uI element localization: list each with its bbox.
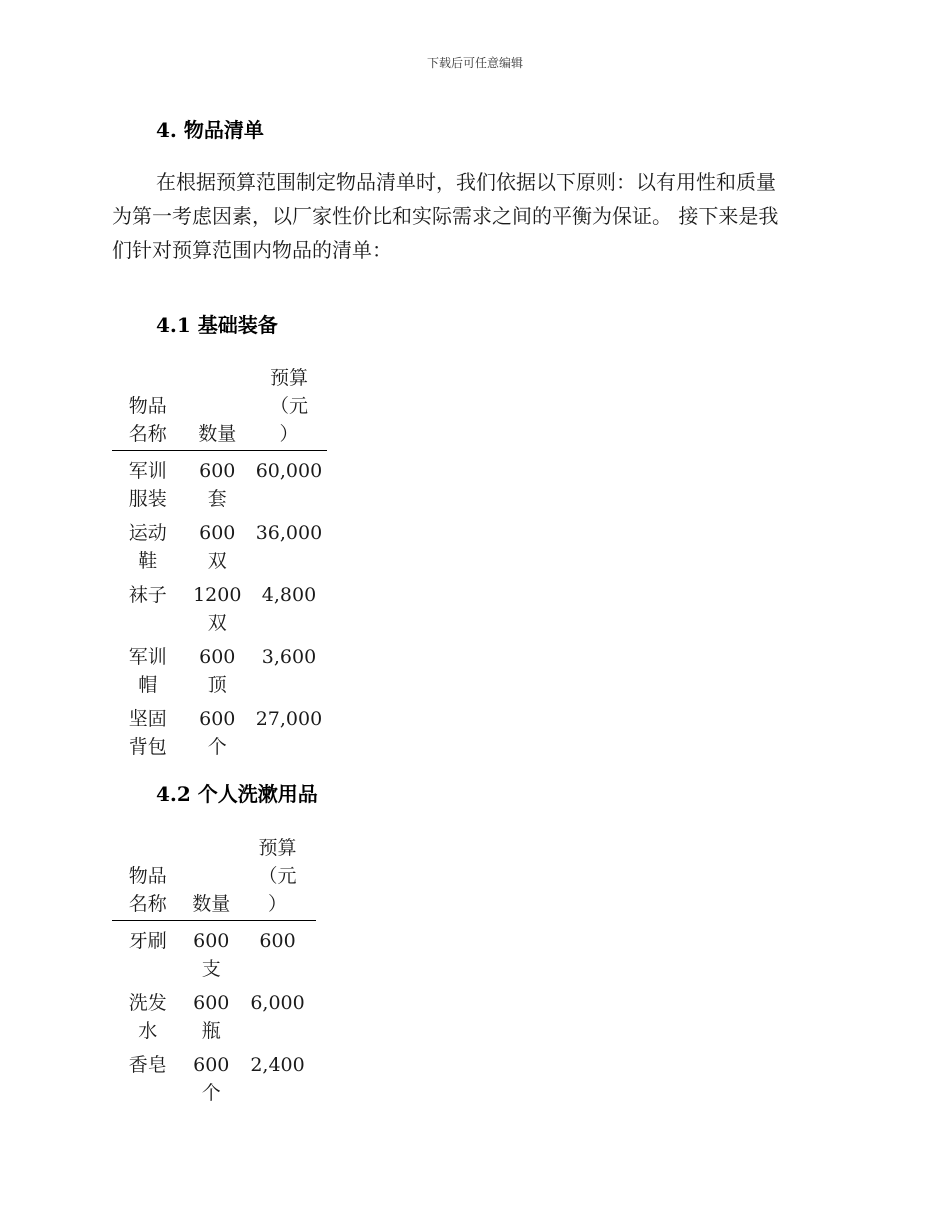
section-4-1-heading: 4.1 基础装备: [156, 313, 278, 337]
table-row: [112, 989, 316, 1045]
section-4-heading: 4. 物品清单: [156, 118, 264, 142]
quantity-cell: [184, 457, 251, 513]
item-name-cell: [112, 1051, 183, 1079]
table-header-row: [112, 834, 316, 921]
quantity-cell: [183, 1051, 239, 1107]
budget-cell-text: 6,000: [250, 992, 305, 1014]
quantity-cell-text: 顶: [207, 674, 227, 696]
basic-equipment-table: [112, 364, 327, 761]
item-name-cell-text: 帽: [138, 674, 158, 696]
quantity-cell-text: 双: [207, 550, 227, 572]
header-item-name-text: 名称: [128, 423, 167, 445]
budget-cell: [251, 519, 327, 547]
quantity-cell-text: 双: [207, 612, 227, 634]
budget-cell: [251, 581, 327, 609]
budget-cell-text: 4,800: [261, 584, 317, 606]
item-name-cell: [112, 457, 184, 513]
quantity-cell: [183, 927, 239, 983]
budget-cell-text: 27,000: [255, 708, 323, 730]
paragraph-line: 们针对预算范围内物品的清单：: [112, 238, 392, 262]
quantity-cell: [184, 643, 251, 699]
quantity-cell: [183, 989, 239, 1045]
quantity-cell-text: 套: [207, 488, 227, 510]
item-name-cell-text: 军训: [128, 646, 167, 668]
item-name-cell-text: 背包: [128, 736, 167, 758]
quantity-cell-text: 瓶: [201, 1020, 221, 1042]
header-budget: [239, 834, 316, 918]
item-name-cell: [112, 581, 184, 609]
table-row: [112, 581, 327, 637]
budget-cell: [239, 927, 316, 955]
header-budget: [251, 364, 327, 448]
budget-cell: [251, 643, 327, 671]
header-budget-text: （元: [269, 395, 308, 417]
item-name-cell-text: 服装: [128, 488, 167, 510]
quantity-cell-text: 600: [193, 1054, 230, 1076]
budget-cell-text: 60,000: [255, 460, 323, 482]
quantity-cell-text: 支: [201, 958, 221, 980]
item-name-cell-text: 运动: [128, 522, 167, 544]
header-budget-text: ）: [279, 423, 299, 445]
item-name-cell: [112, 643, 184, 699]
item-name-cell-text: 牙刷: [128, 930, 167, 952]
budget-cell-text: 2,400: [250, 1054, 305, 1076]
budget-cell: [239, 989, 316, 1017]
header-budget-text: ）: [268, 893, 288, 915]
item-name-cell-text: 袜子: [128, 584, 167, 606]
table-row: [112, 457, 327, 513]
item-name-cell-text: 香皂: [128, 1054, 167, 1076]
quantity-cell-text: 个: [207, 736, 227, 758]
quantity-cell-text: 600: [199, 646, 236, 668]
paragraph-line: 在根据预算范围制定物品清单时，我们依据以下原则：以有用性和质量: [156, 170, 776, 194]
quantity-cell: [184, 581, 251, 637]
quantity-cell-text: 600: [193, 992, 230, 1014]
item-name-cell: [112, 927, 183, 955]
budget-cell: [251, 705, 327, 733]
header-item-name-text: 名称: [128, 893, 167, 915]
header-budget-text: （元: [258, 865, 297, 887]
section-4-paragraph: [112, 165, 842, 267]
header-quantity-text: 数量: [198, 423, 237, 445]
section-4-2-heading: 4.2 个人洗漱用品: [156, 782, 318, 806]
item-name-cell-text: 洗发: [128, 992, 167, 1014]
quantity-cell-text: 600: [193, 930, 230, 952]
quantity-cell-text: 600: [199, 460, 236, 482]
header-budget-text: 预算: [269, 367, 308, 389]
budget-cell-text: 3,600: [261, 646, 317, 668]
header-quantity: [183, 890, 239, 918]
table-row: [112, 705, 327, 761]
item-name-cell: [112, 705, 184, 761]
item-name-cell-text: 水: [138, 1020, 158, 1042]
budget-cell-text: 36,000: [255, 522, 323, 544]
table-row: [112, 643, 327, 699]
header-quantity-text: 数量: [192, 893, 231, 915]
item-name-cell: [112, 519, 184, 575]
quantity-cell-text: 600: [199, 522, 236, 544]
item-name-cell-text: 军训: [128, 460, 167, 482]
quantity-cell-text: 600: [199, 708, 236, 730]
header-item-name-text: 物品: [128, 395, 167, 417]
toiletries-table: [112, 834, 316, 1107]
header-budget-text: 预算: [258, 837, 297, 859]
budget-cell-text: 600: [259, 930, 296, 952]
header-item-name-text: 物品: [128, 865, 167, 887]
item-name-cell-text: 坚固: [128, 708, 167, 730]
item-name-cell: [112, 989, 183, 1045]
header-item-name: [112, 862, 183, 918]
header-item-name: [112, 392, 184, 448]
paragraph-line: 为第一考虑因素，以厂家性价比和实际需求之间的平衡为保证。 接下来是我: [112, 204, 779, 228]
quantity-cell-text: 1200: [193, 584, 242, 606]
header-quantity: [184, 420, 251, 448]
table-row: [112, 1051, 316, 1107]
table-row: [112, 519, 327, 575]
quantity-cell: [184, 705, 251, 761]
quantity-cell: [184, 519, 251, 575]
quantity-cell-text: 个: [201, 1082, 221, 1104]
table-row: [112, 927, 316, 983]
budget-cell: [239, 1051, 316, 1079]
page-header-note: 下载后可任意编辑: [426, 56, 523, 70]
budget-cell: [251, 457, 327, 485]
table-header-row: [112, 364, 327, 451]
item-name-cell-text: 鞋: [138, 550, 158, 572]
